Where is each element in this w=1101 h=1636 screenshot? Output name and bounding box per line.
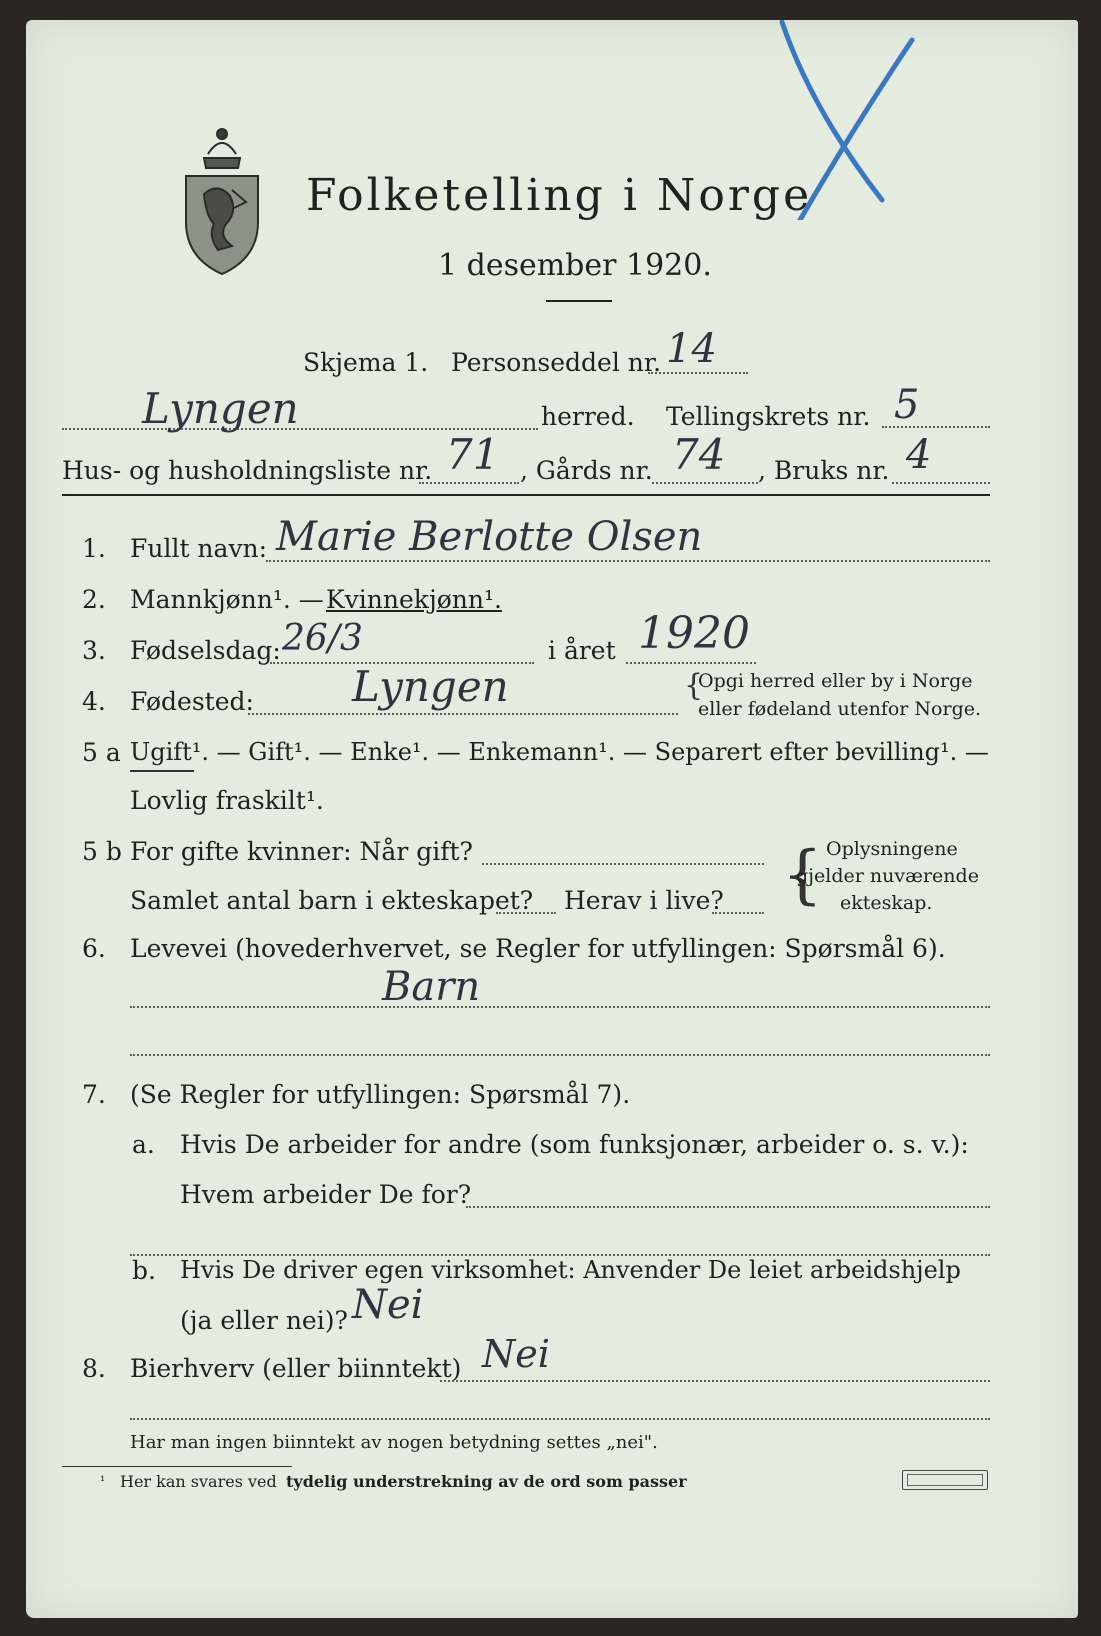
year-label: i året — [548, 636, 616, 665]
occupation-value: Barn — [382, 964, 481, 1010]
footnote-text-b: tydelig understrekning av de ord som passer — [286, 1472, 687, 1491]
coat-of-arms-icon — [178, 124, 266, 276]
q2-number: 2. — [82, 585, 106, 614]
header-rule — [62, 494, 990, 496]
q4-brace: { — [684, 668, 704, 703]
gaards-label: , Gårds nr. — [520, 456, 653, 485]
q8-label: Bierhverv (eller biinntekt) — [130, 1354, 462, 1383]
census-form-sheet — [26, 20, 1078, 1618]
children-dotline — [496, 912, 556, 914]
title-divider — [546, 300, 612, 302]
q7a-dotline-1 — [466, 1206, 990, 1208]
ugift-underline — [130, 770, 194, 772]
q7-number: 7. — [82, 1080, 106, 1109]
birthday-value: 26/3 — [282, 618, 363, 659]
bruks-value: 4 — [906, 432, 932, 478]
personseddel-dotline — [648, 372, 748, 374]
q4-note-line2: eller fødeland utenfor Norge. — [698, 698, 982, 720]
tellingskrets-label: Tellingskrets nr. — [666, 402, 871, 431]
nei-instruction: Har man ingen biinntekt av nogen betydning settes „nei". — [130, 1432, 658, 1453]
q6-dotline-1 — [130, 1006, 990, 1008]
q7b-line2: (ja eller nei)? — [180, 1306, 348, 1335]
census-date: 1 desember 1920. — [438, 248, 712, 283]
year-dotline — [626, 662, 756, 664]
civil-status-options: Ugift¹. — Gift¹. — Enke¹. — Enkemann¹. — Separert efter bevilling¹. — — [130, 738, 989, 766]
kvinnekjonn-option: Kvinnekjønn¹. — [326, 585, 502, 614]
herred-label: herred. — [541, 402, 635, 431]
q6-number: 6. — [82, 934, 106, 963]
skjema-label: Skjema 1. — [303, 348, 429, 377]
birth-year-value: 1920 — [638, 608, 750, 659]
q1-number: 1. — [82, 534, 106, 563]
gaards-dotline — [652, 482, 758, 484]
lovlig-fraskilt-option: Lovlig fraskilt¹. — [130, 786, 324, 815]
full-name-value: Marie Berlotte Olsen — [276, 514, 703, 560]
q8-dotline-1 — [440, 1380, 990, 1382]
q7b-number: b. — [132, 1256, 156, 1285]
husliste-value: 71 — [446, 430, 500, 479]
birthplace-value: Lyngen — [352, 662, 509, 711]
husliste-dotline — [419, 482, 519, 484]
q7a-line2: Hvem arbeider De for? — [180, 1180, 472, 1209]
page-title: Folketelling i Norge — [306, 170, 813, 221]
q6-dotline-2 — [130, 1054, 990, 1056]
q1-dotline — [266, 560, 990, 562]
personseddel-label: Personseddel nr. — [451, 348, 662, 377]
footnote-mark: ¹ — [100, 1474, 106, 1489]
q5a-number: 5 a — [82, 738, 121, 767]
q5b-children-label: Samlet antal barn i ekteskapet? — [130, 886, 534, 915]
bruks-label: , Bruks nr. — [758, 456, 890, 485]
q4-number: 4. — [82, 687, 106, 716]
q8-dotline-2 — [130, 1418, 990, 1420]
gaards-value: 74 — [672, 430, 726, 479]
q4-label: Fødested: — [130, 687, 254, 716]
q5b-note-line2: gjelder nuværende — [796, 865, 979, 887]
q4-note-line1: Opgi herred eller by i Norge — [698, 670, 973, 692]
personseddel-value: 14 — [666, 326, 717, 372]
hired-help-value: Nei — [352, 1282, 424, 1328]
q5b-number: 5 b — [82, 837, 122, 866]
naar-gift-dotline — [482, 863, 764, 865]
blue-x-mark — [772, 20, 922, 220]
mannkjonn-option: Mannkjønn¹. — — [130, 585, 324, 614]
tellingskrets-value: 5 — [894, 382, 920, 428]
q5b-line1: For gifte kvinner: Når gift? — [130, 837, 473, 866]
husliste-label: Hus- og husholdningsliste nr. — [62, 456, 433, 485]
q7-label: (Se Regler for utfyllingen: Spørsmål 7). — [130, 1080, 631, 1109]
q1-label: Fullt navn: — [130, 534, 268, 563]
q5b-brace: { — [782, 838, 823, 912]
q6-label: Levevei (hovederhvervet, se Regler for utfyllingen: Spørsmål 6). — [130, 934, 946, 963]
q4-dotline — [248, 713, 678, 715]
q8-number: 8. — [82, 1354, 106, 1383]
side-income-value: Nei — [482, 1332, 550, 1376]
q5b-alive-label: Herav i live? — [564, 886, 724, 915]
q7a-line1: Hvis De arbeider for andre (som funksjonær, arbeider o. s. v.): — [180, 1130, 969, 1159]
q5b-note-line1: Oplysningene — [826, 838, 958, 860]
q7b-line1: Hvis De driver egen virksomhet: Anvender De leiet arbeidshjelp — [180, 1256, 961, 1284]
printer-stamp — [902, 1470, 988, 1490]
q3-label: Fødselsdag: — [130, 636, 281, 665]
q5b-note-line3: ekteskap. — [840, 892, 933, 914]
footnote-rule — [62, 1466, 292, 1467]
herred-value: Lyngen — [142, 384, 299, 433]
footnote-text-a: Her kan svares ved — [120, 1472, 277, 1491]
alive-dotline — [712, 912, 764, 914]
q7a-number: a. — [132, 1130, 155, 1159]
q3-number: 3. — [82, 636, 106, 665]
bruks-dotline — [892, 482, 990, 484]
